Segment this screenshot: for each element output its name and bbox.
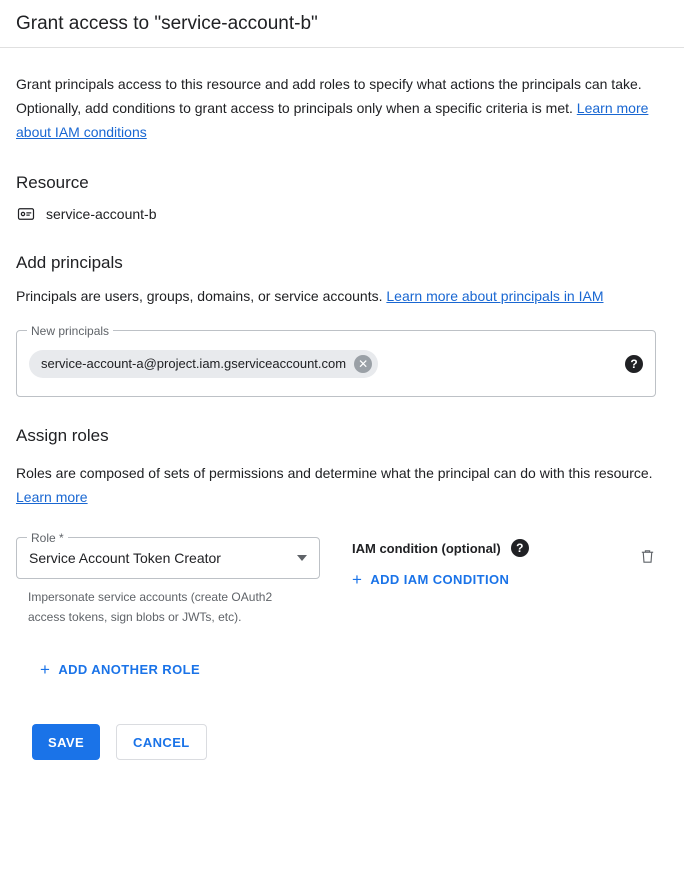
roles-description-text: Roles are composed of sets of permissions and determine what the principal can do with this resource.	[16, 465, 653, 481]
plus-icon: +	[40, 660, 51, 679]
assign-roles-heading: Assign roles	[16, 426, 109, 445]
resource-row	[16, 204, 668, 224]
add-another-role-label: ADD ANOTHER ROLE	[58, 662, 201, 677]
plus-icon: +	[352, 570, 363, 589]
intro-paragraph	[16, 72, 650, 144]
add-iam-condition-label: ADD IAM CONDITION	[370, 572, 510, 587]
resource-name: service-account-b	[46, 206, 157, 222]
resource-heading: Resource	[16, 173, 89, 192]
iam-condition-label: IAM condition (optional)	[352, 540, 501, 556]
role-select-label: Role *	[27, 530, 68, 546]
principal-chip[interactable]	[29, 350, 378, 378]
delete-role-column	[639, 537, 668, 571]
close-icon[interactable]: ✕	[354, 355, 372, 373]
roles-learn-more-link[interactable]: Learn more	[16, 489, 88, 505]
help-icon[interactable]: ?	[511, 539, 529, 557]
panel-body	[0, 48, 684, 760]
role-select-value: Service Account Token Creator	[29, 550, 221, 566]
new-principals-label: New principals	[27, 323, 113, 339]
help-icon[interactable]: ?	[625, 355, 643, 373]
add-another-role-row	[40, 647, 668, 680]
cancel-button[interactable]: CANCEL	[116, 724, 207, 760]
add-iam-condition-button[interactable]	[352, 571, 509, 588]
role-select[interactable]	[16, 531, 320, 579]
role-column	[16, 531, 320, 627]
principals-description-text: Principals are users, groups, domains, or service accounts.	[16, 288, 387, 304]
panel-header	[0, 0, 684, 48]
principal-chip-label: service-account-a@project.iam.gserviceaccount.com	[41, 356, 347, 371]
roles-description	[16, 461, 656, 509]
intro-text: Grant principals access to this resource and add roles to specify what actions the principals can take. Optionally, add conditions to grant access to principals only when a specific criteria is met.	[16, 76, 642, 116]
principals-description	[16, 284, 656, 308]
action-buttons	[32, 724, 668, 760]
iam-condition-column	[352, 537, 582, 590]
role-description-hint: Impersonate service accounts (create OAuth2 access tokens, sign blobs or JWTs, etc).	[28, 590, 273, 624]
new-principals-field[interactable]	[16, 324, 656, 397]
add-another-role-button[interactable]	[40, 661, 200, 678]
role-row	[16, 531, 668, 627]
principals-learn-more-link[interactable]: Learn more about principals in IAM	[386, 288, 604, 304]
chevron-down-icon[interactable]	[297, 555, 307, 561]
trash-icon[interactable]	[639, 551, 656, 570]
iam-condition-label-row	[352, 539, 582, 557]
iam-conditions-learn-more-link[interactable]: Learn more about IAM conditions	[16, 100, 649, 140]
page-title: Grant access to "service-account-b"	[16, 12, 318, 34]
service-account-icon	[16, 204, 36, 224]
save-button[interactable]: SAVE	[32, 724, 100, 760]
add-principals-heading: Add principals	[16, 253, 123, 272]
